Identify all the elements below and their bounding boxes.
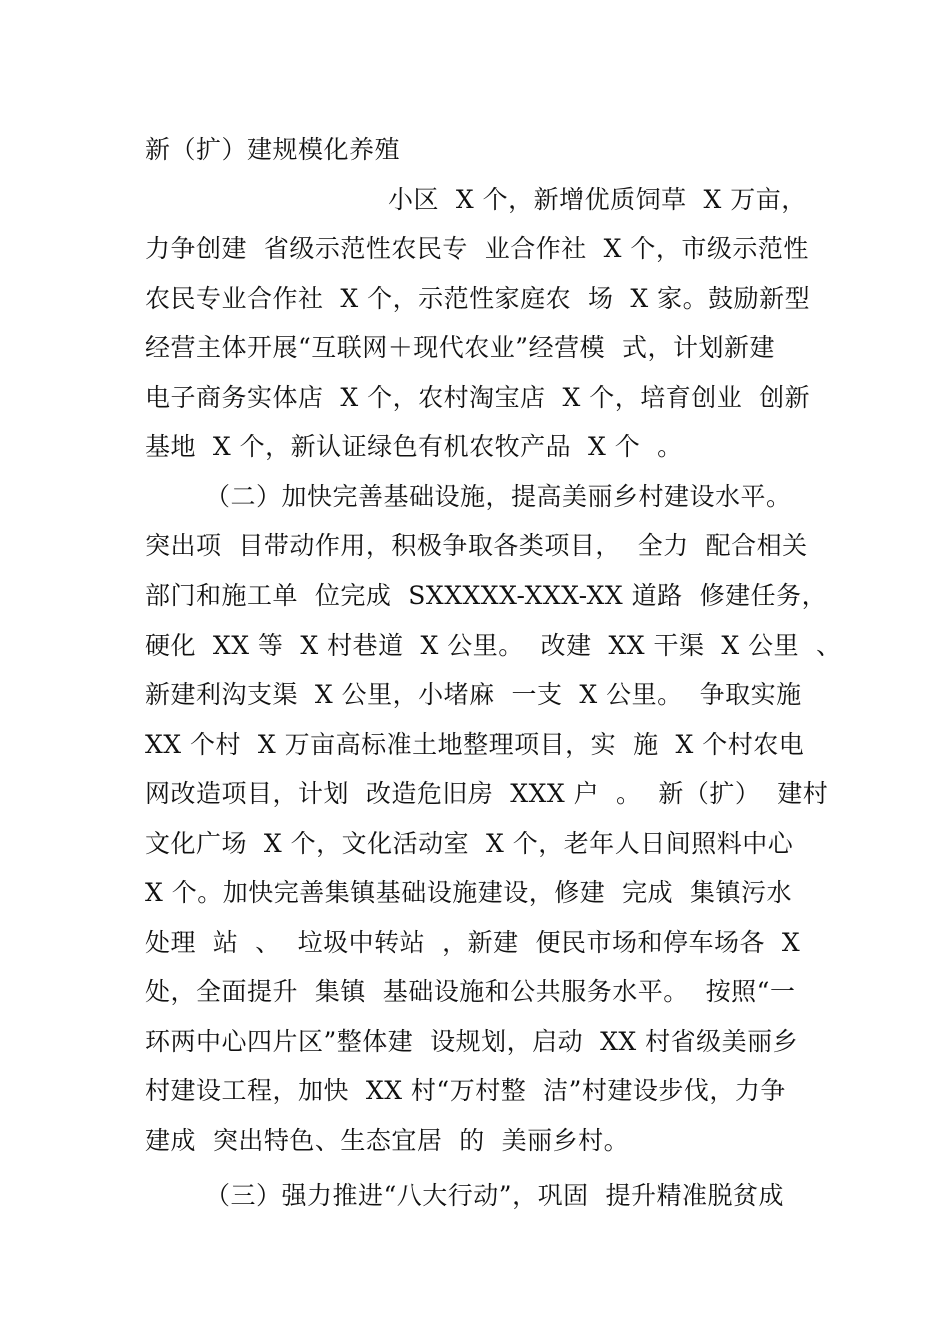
text-line: 小区 X 个，新增优质饲草 X 万亩，	[388, 185, 807, 214]
section-heading: （三）强力推进“八大行动”，巩固 提升精准脱贫成	[205, 1181, 784, 1210]
text-line: 新（扩）建规模化养殖	[145, 135, 401, 164]
text-line: 新建利沟支渠 X 公里，小堵麻 一支 X 公里。 争取实施	[145, 680, 802, 709]
text-line: 环两中心四片区”整体建 设规划，启动 XX 村省级美丽乡	[145, 1027, 799, 1056]
section-heading: （二）加快完善基础设施，提高美丽乡村建设水平。	[205, 482, 792, 511]
text-line: 村建设工程，加快 XX 村“万村整 洁”村建设步伐，力争	[145, 1076, 786, 1105]
text-line: 文化广场 X 个，文化活动室 X 个，老年人日间照料中心	[145, 829, 794, 858]
text-line: 建成 突出特色、生态宜居 的 美丽乡村。	[145, 1126, 630, 1155]
text-line: 突出项 目带动作用，积极争取各类项目， 全力 配合相关	[145, 531, 808, 560]
text-line: 经营主体开展“互联网＋现代农业”经营模 式，计划新建	[145, 333, 775, 362]
text-line: XX 个村 X 万亩高标准土地整理项目，实 施 X 个村农电	[145, 730, 805, 759]
text-line: 基地 X 个，新认证绿色有机农牧产品 X 个 。	[145, 432, 683, 461]
text-line: 硬化 XX 等 X 村巷道 X 公里。 改建 XX 干渠 X 公里 、	[145, 631, 842, 660]
text-line: 力争创建 省级示范性农民专 业合作社 X 个，市级示范性	[145, 234, 809, 263]
text-line: 电子商务实体店 X 个，农村淘宝店 X 个，培育创业 创新	[145, 383, 811, 412]
text-line: X 个。加快完善集镇基础设施建设，修建 完成 集镇污水	[145, 878, 793, 907]
text-line: 处，全面提升 集镇 基础设施和公共服务水平。 按照“一	[145, 977, 796, 1006]
text-line: 部门和施工单 位完成 SXXXXX-XXX-XX 道路 修建任务，	[145, 581, 828, 610]
text-line: 处理 站 、 垃圾中转站 ，新建 便民市场和停车场各 X	[145, 928, 801, 957]
text-line: 网改造项目，计划 改造危旧房 XXX 户 。 新（扩） 建村	[145, 779, 829, 808]
text-line: 农民专业合作社 X 个，示范性家庭农 场 X 家。鼓励新型	[145, 284, 811, 313]
